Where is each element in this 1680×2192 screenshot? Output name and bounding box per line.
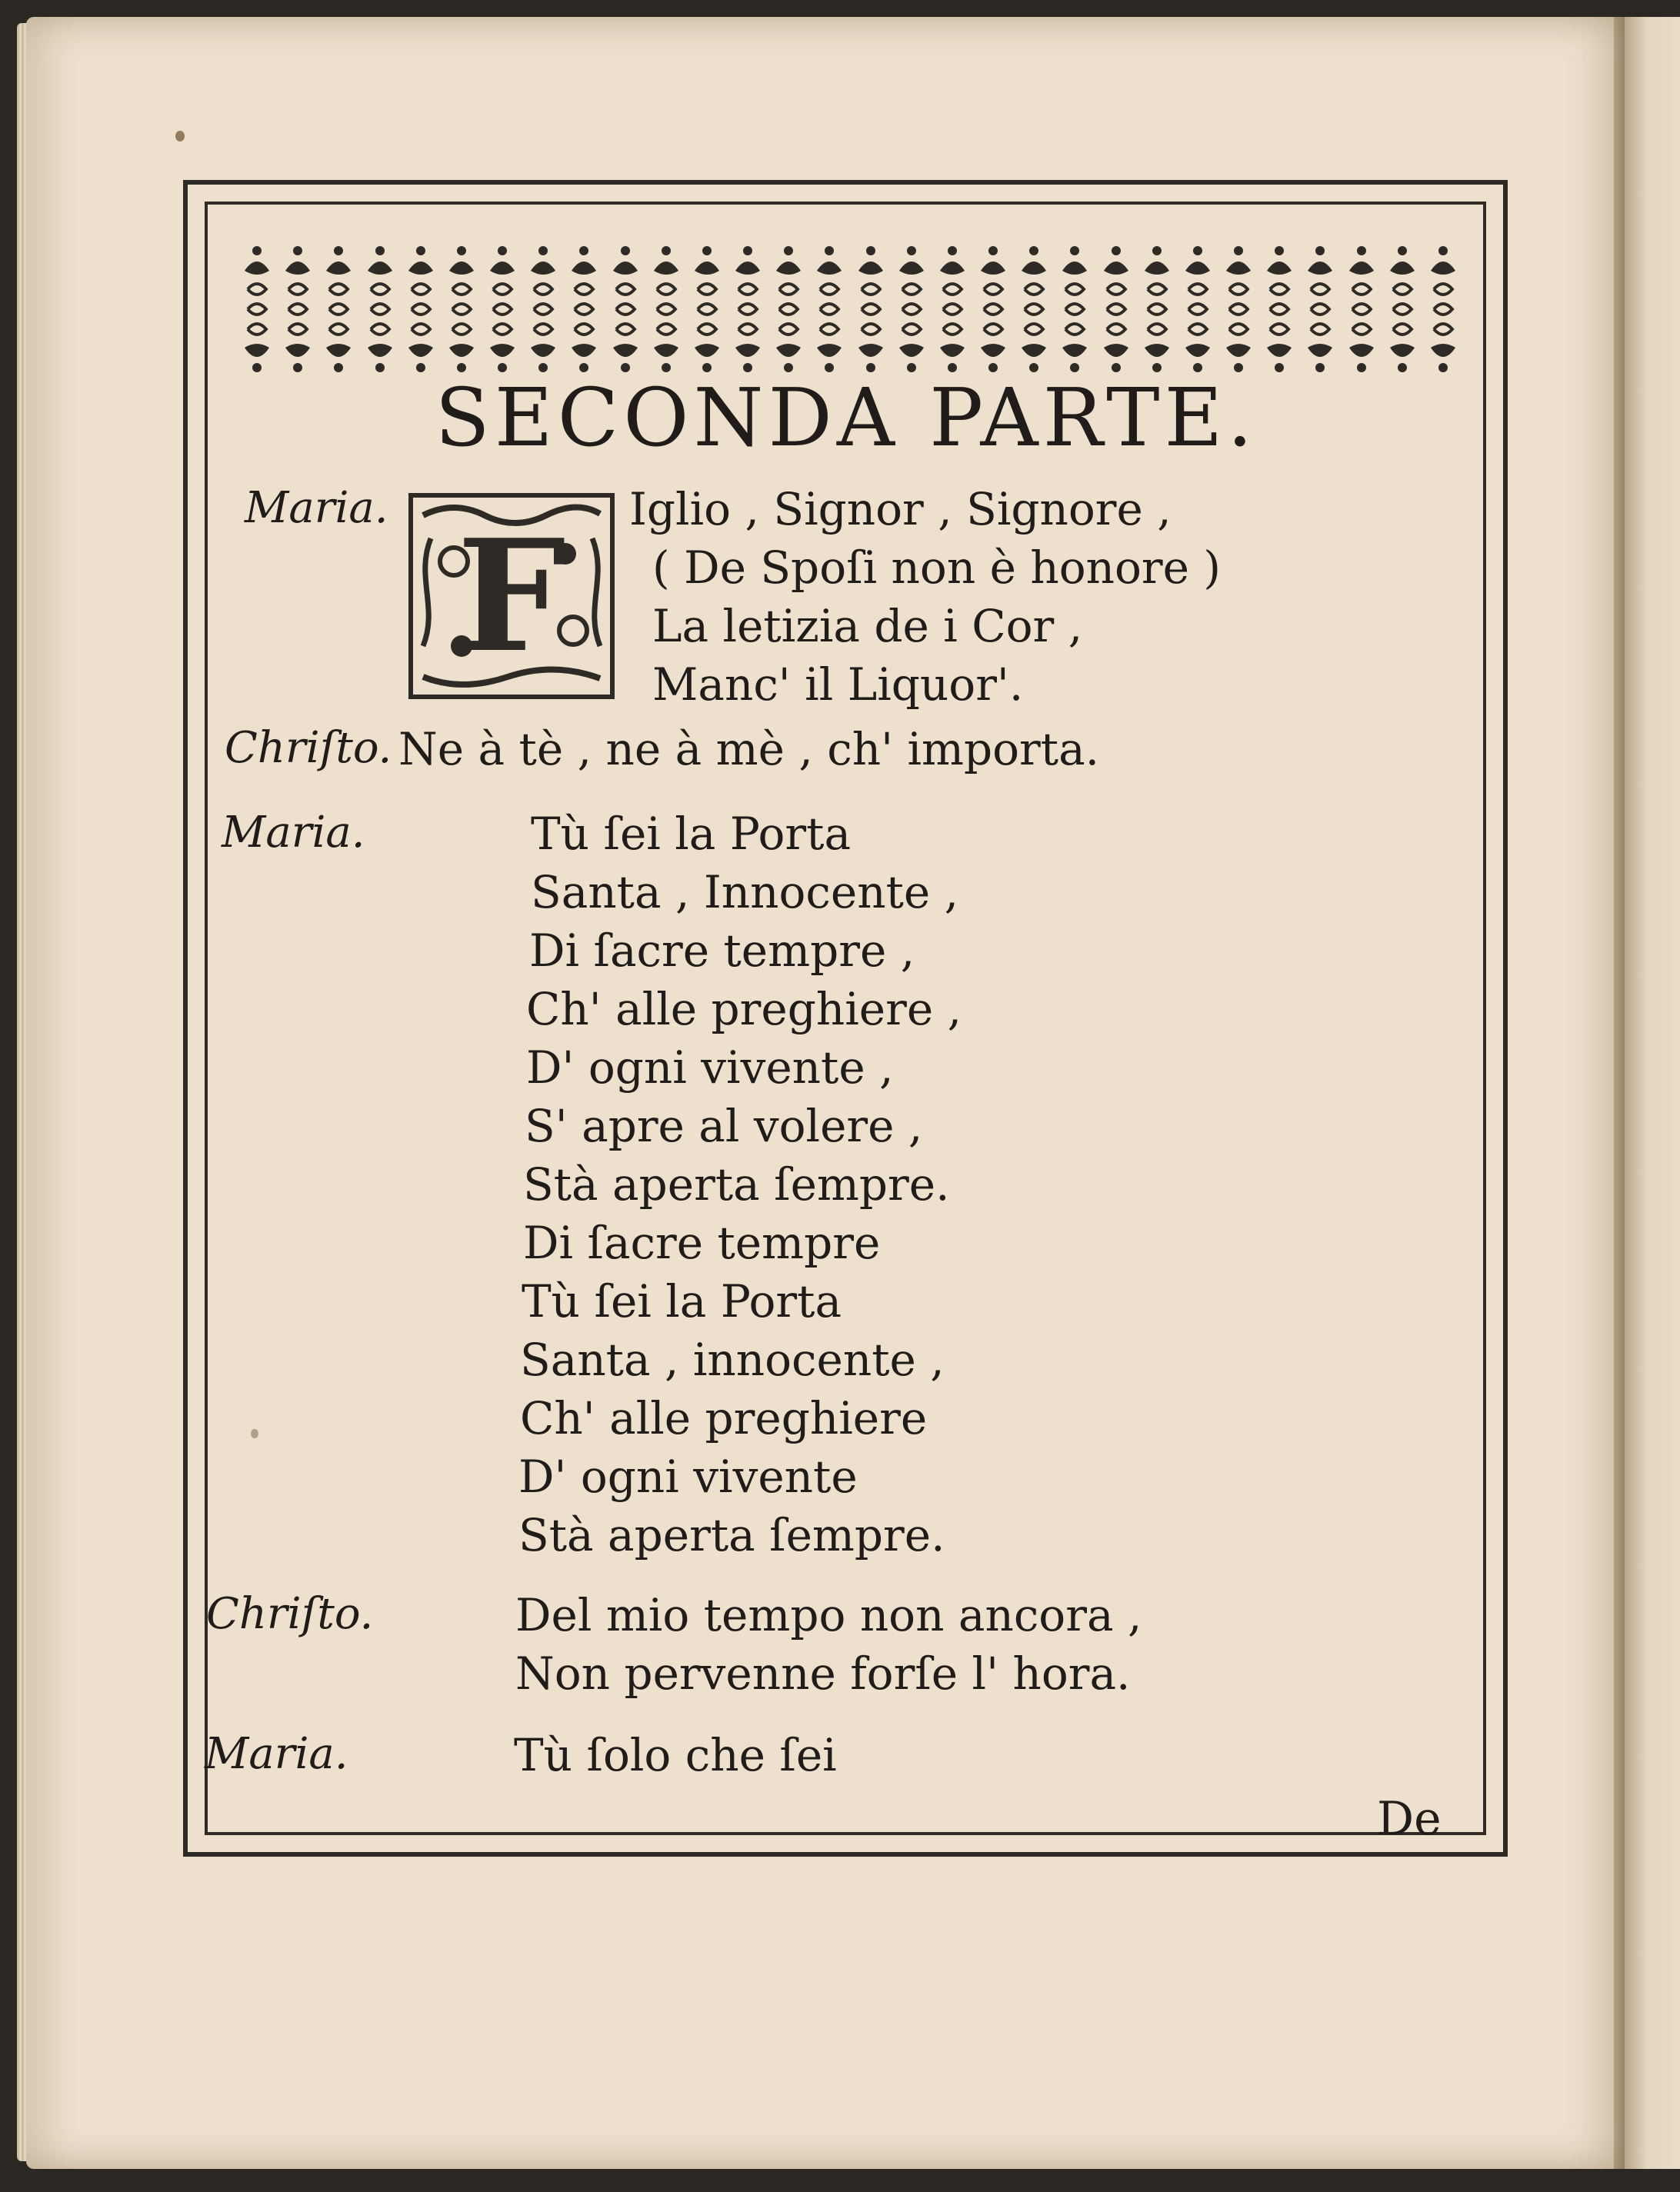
facing-page-edge [1625,17,1680,2169]
ornament-glyph [279,245,316,374]
ornament-glyph [565,245,602,374]
verse-line: La letizia de i Cor , [652,600,1083,652]
verse-line: Santa , innocente , [520,1334,945,1386]
verse-line: Non pervenne forſe l' hora. [515,1647,1131,1700]
ornament-glyph [525,245,562,374]
verse-line: Tù ſei la Porta [531,808,852,860]
verse-line: Tù ſei la Porta [522,1275,842,1328]
verse-line: Tù ſolo che ſei [514,1729,837,1781]
ornament-glyph [770,245,807,374]
ornament-glyph [852,245,889,374]
ornament-glyph [729,245,766,374]
ink-spot [175,131,185,142]
verse-line: Ch' alle preghiere , [526,983,962,1035]
ornament-glyph [362,245,398,374]
speaker-label: Maria. [245,483,388,533]
ornament-glyph [1261,245,1298,374]
ornament-glyph [1098,245,1135,374]
verse-line: ( De Spoſi non è honore ) [652,541,1222,594]
ornament-glyph [1343,245,1380,374]
verse-line: Di ſacre tempre [523,1217,881,1269]
speaker-label: Maria. [222,808,365,858]
ornament-glyph [811,245,848,374]
ornament-glyph [1425,245,1462,374]
speaker-label: Chriſto. [206,1589,374,1639]
verse-line: D' ogni vivente , [526,1041,894,1094]
ornament-glyph [443,245,480,374]
ornament-glyph [607,245,644,374]
ornament-glyph [1138,245,1175,374]
ornament-glyph [1302,245,1338,374]
verse-line: Santa , Innocente , [531,866,959,918]
decorated-initial-f [408,492,615,700]
verse-line: Manc' il Liquor'. [652,658,1024,711]
initial-letter: F [457,506,566,687]
ornament-glyph [484,245,521,374]
speaker-label: Chriſto. [225,723,392,773]
ornament-glyph [1384,245,1421,374]
verse-line: Ch' alle preghiere [520,1392,928,1444]
ornament-glyph [648,245,685,374]
ornament-glyph [320,245,357,374]
page-title: SECONDA PARTE. [435,371,1258,465]
verse-line: S' apre al volere , [525,1100,923,1152]
verse-line: D' ogni vivente [518,1451,858,1503]
verse-line: Del mio tempo non ancora , [515,1589,1142,1641]
ornament-band [238,245,1462,374]
ornament-glyph [934,245,971,374]
ornament-glyph [1015,245,1052,374]
ornament-glyph [402,245,439,374]
ornament-glyph [1179,245,1216,374]
ornament-glyph [238,245,275,374]
ornament-glyph [1056,245,1093,374]
verse-line: Ne à tè , ne à mè , ch' importa. [398,723,1100,775]
catchword: De [1377,1792,1442,1846]
verse-line: Iglio , Signor , Signore , [629,483,1172,535]
verse-line: Stà aperta ſempre. [518,1509,945,1561]
verse-line: Di ſacre tempre , [529,924,915,977]
verse-line: Stà aperta ſempre. [523,1158,950,1211]
ornament-glyph [975,245,1012,374]
ornament-glyph [893,245,930,374]
speaker-label: Maria. [205,1729,348,1779]
ornament-glyph [1220,245,1257,374]
ornament-glyph [688,245,725,374]
